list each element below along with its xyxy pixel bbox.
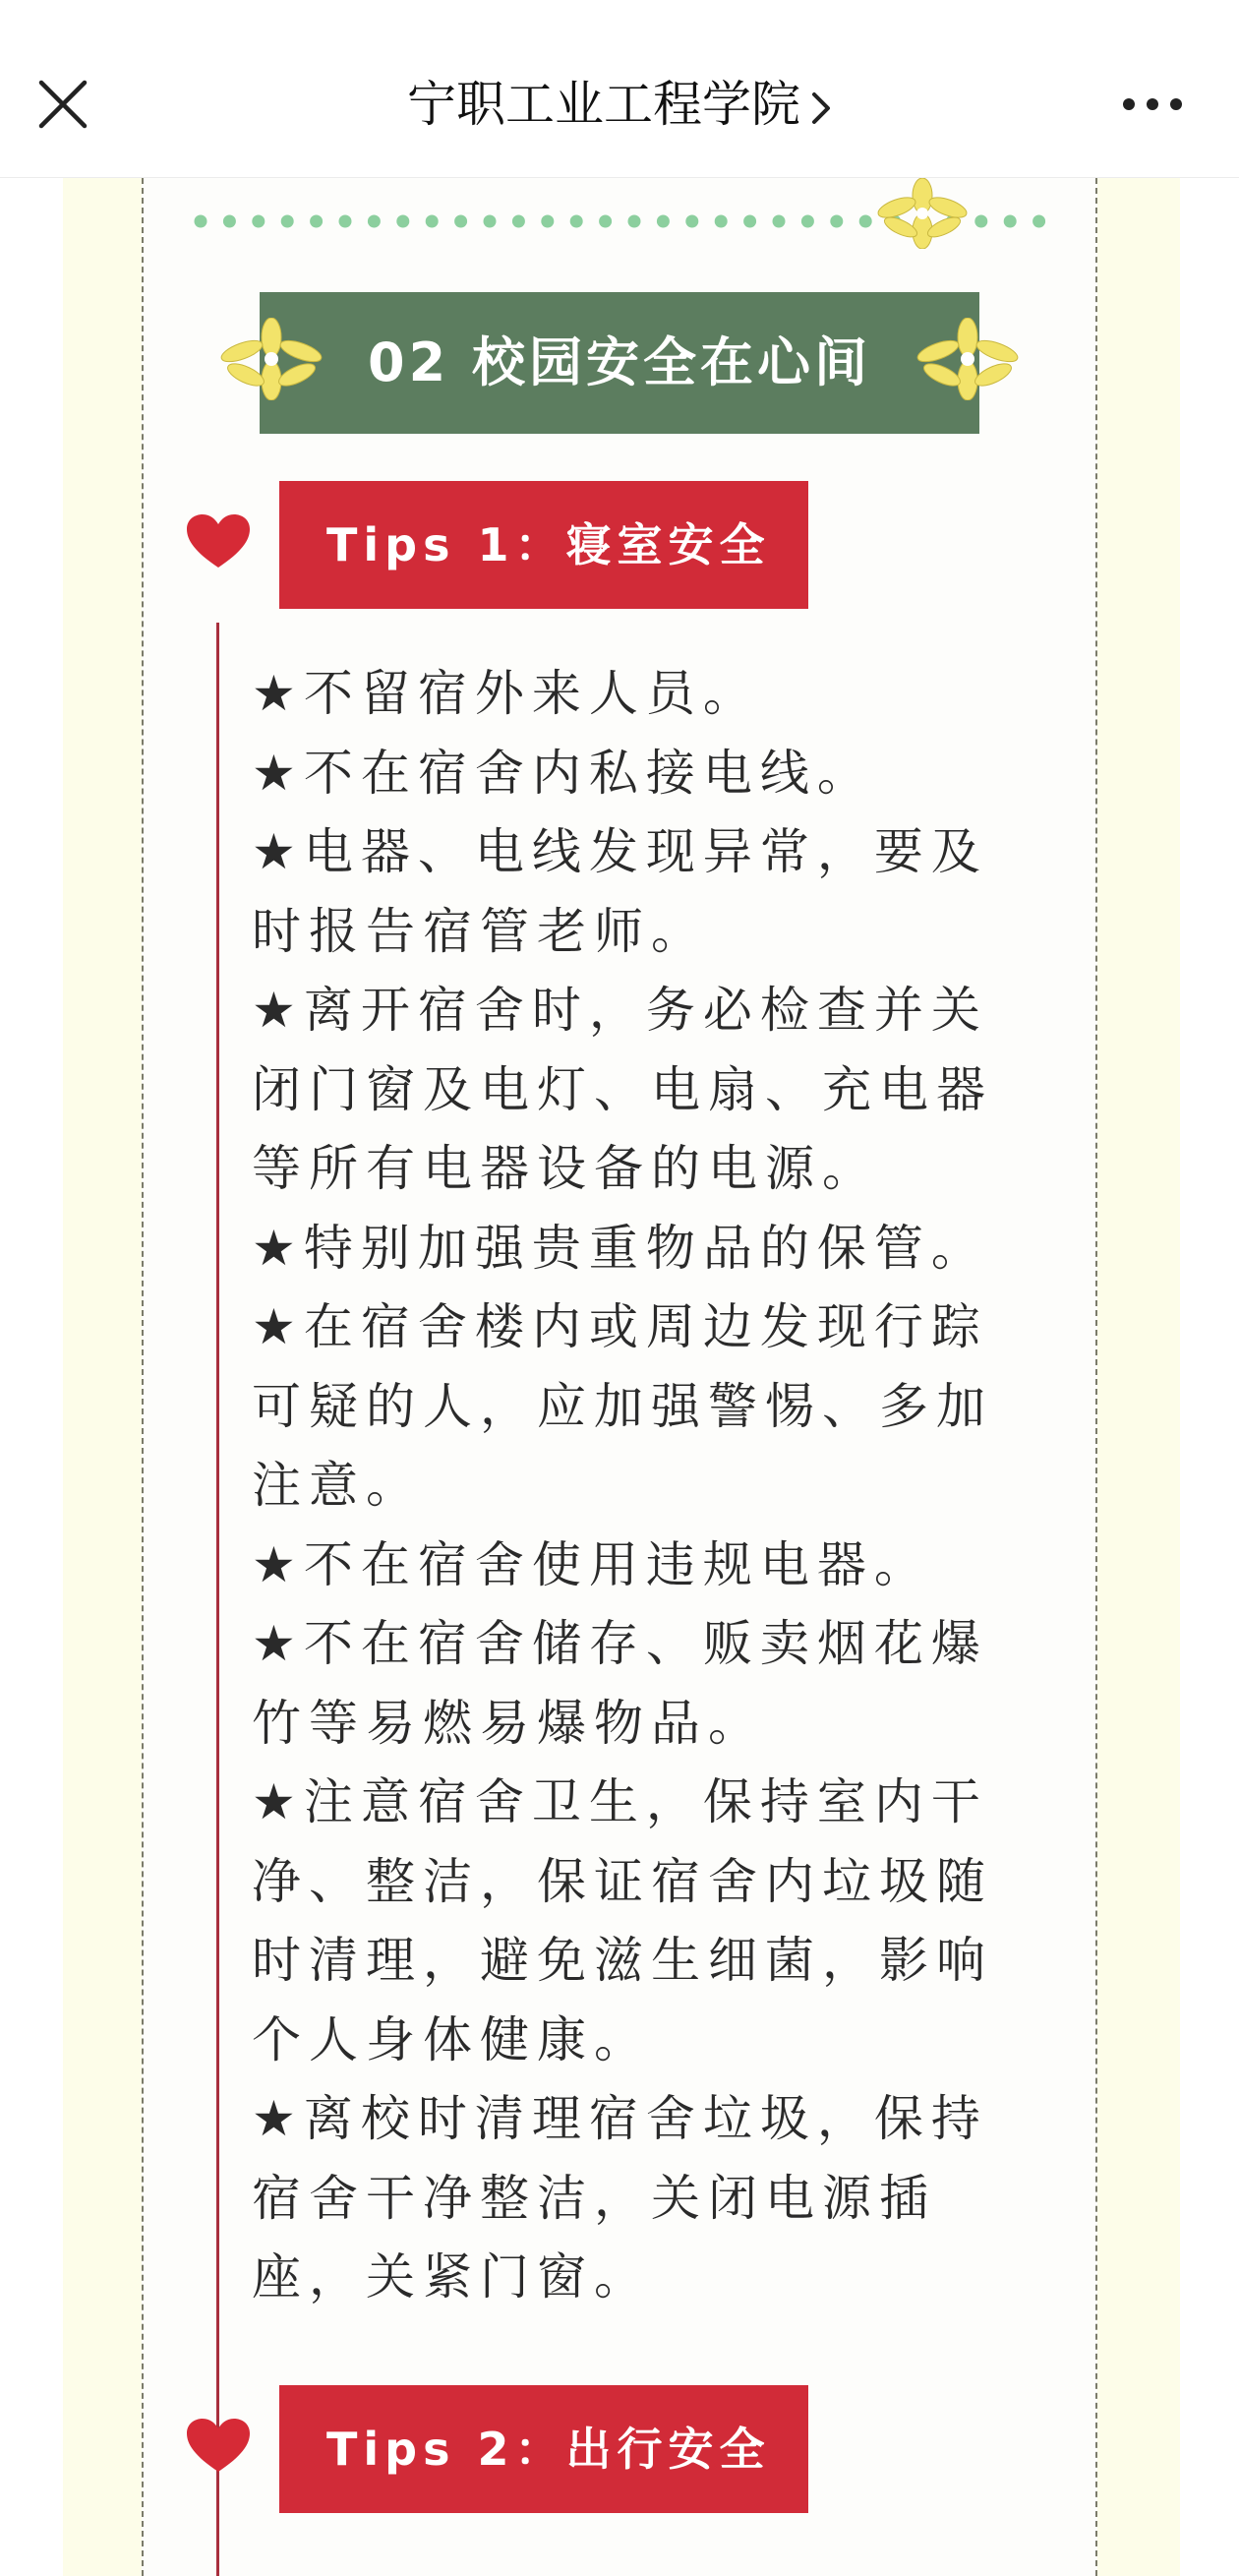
tips-badge-travel-safety: Tips 2：出行安全 xyxy=(279,2385,808,2513)
list-item: ★在宿舍楼内或周边发现行踪可疑的人，应加强警惕、多加注意。 xyxy=(252,1298,993,1514)
divider-dot xyxy=(974,215,987,228)
list-item: ★不在宿舍储存、贩卖烟花爆竹等易燃易爆物品。 xyxy=(252,1615,988,1752)
divider-dot xyxy=(396,215,409,228)
divider-dot xyxy=(252,215,265,228)
flower-icon xyxy=(873,178,972,249)
divider-dot xyxy=(830,215,843,228)
section-title: 02 校园安全在心间 xyxy=(368,331,871,393)
article-content[interactable] xyxy=(0,178,1239,2576)
divider-dot xyxy=(223,215,236,228)
divider-dot xyxy=(715,215,728,228)
divider-dot xyxy=(685,215,698,228)
chevron-right-icon xyxy=(810,90,832,126)
heart-icon xyxy=(185,2417,252,2476)
tips-badge-dorm-safety: Tips 1：寝室安全 xyxy=(279,481,808,609)
list-item: ★注意宿舍卫生，保持室内干净、整洁，保证宿舍内垃圾随时清理，避免滋生细菌，影响个人身体健康。 xyxy=(252,1773,993,2068)
divider-dot xyxy=(368,215,381,228)
divider-dot xyxy=(1004,215,1017,228)
more-icon[interactable] xyxy=(1121,87,1184,122)
list-item: ★离校时清理宿舍垃圾，保持宿舍干净整洁，关闭电源插座，关紧门窗。 xyxy=(252,2090,988,2306)
divider-dot xyxy=(743,215,756,228)
list-item: ★离开宿舍时，务必检查并关闭门窗及电灯、电扇、充电器等所有电器设备的电源。 xyxy=(252,982,993,1197)
divider-dot xyxy=(801,215,814,228)
list-item: ★特别加强贵重物品的保管。 xyxy=(252,1219,988,1277)
red-vertical-line xyxy=(216,623,219,2543)
flower-icon xyxy=(218,318,324,400)
divider-dot xyxy=(281,215,294,228)
dorm-safety-list xyxy=(252,654,1029,2317)
divider-dot xyxy=(657,215,670,228)
divider-dot xyxy=(339,215,352,228)
red-vertical-line xyxy=(216,2529,219,2576)
account-name-link[interactable] xyxy=(0,65,1239,144)
divider-dot xyxy=(1032,215,1045,228)
list-item: ★不留宿外来人员。 xyxy=(252,665,760,722)
divider-dot xyxy=(773,215,786,228)
flower-icon xyxy=(914,318,1021,400)
divider-dot xyxy=(570,215,583,228)
divider-dot xyxy=(512,215,525,228)
divider-dot xyxy=(599,215,612,228)
heart-icon xyxy=(185,512,252,571)
divider-dot xyxy=(195,215,207,228)
list-item: ★不在宿舍内私接电线。 xyxy=(252,744,874,802)
divider-dot xyxy=(628,215,641,228)
divider-dot xyxy=(310,215,323,228)
list-item: ★电器、电线发现异常，要及时报告宿管老师。 xyxy=(252,823,988,960)
divider-dot xyxy=(426,215,439,228)
divider-dot xyxy=(454,215,467,228)
top-nav-bar xyxy=(0,0,1239,178)
divider-dot xyxy=(541,215,554,228)
divider-dot xyxy=(859,215,872,228)
divider-dot xyxy=(484,215,497,228)
account-name: 宁职工业工程学院 xyxy=(407,76,800,133)
list-item: ★不在宿舍使用违规电器。 xyxy=(252,1535,931,1593)
